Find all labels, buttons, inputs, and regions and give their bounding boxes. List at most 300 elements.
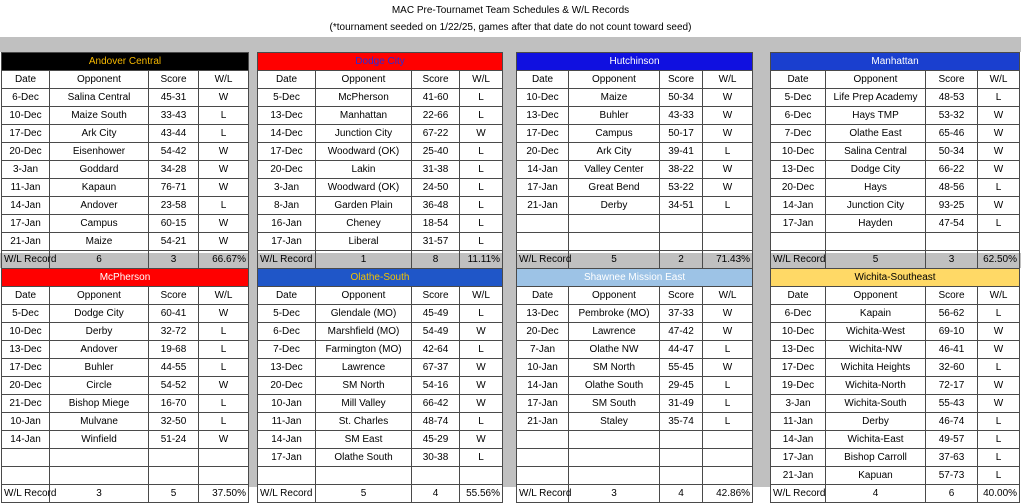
team-name: Hutchinson [517, 53, 753, 71]
game-score: 46-74 [926, 413, 978, 431]
game-result: L [460, 413, 503, 431]
column-gap-3 [752, 37, 770, 487]
opponent-header: Opponent [50, 287, 149, 305]
game-date: 20-Dec [2, 143, 50, 161]
game-opponent: Great Bend [569, 179, 660, 197]
game-result: W [199, 233, 249, 251]
game-date: 17-Jan [258, 233, 316, 251]
game-date: 20-Dec [517, 323, 569, 341]
game-opponent: Winfield [50, 431, 149, 449]
game-opponent: Hayden [826, 215, 926, 233]
game-score: 47-42 [660, 323, 703, 341]
date-header: Date [517, 287, 569, 305]
game-opponent: Bishop Carroll [826, 449, 926, 467]
game-row [2, 233, 249, 251]
record-label: W/L Record [2, 251, 50, 269]
game-date [517, 467, 569, 485]
game-date: 17-Dec [258, 143, 316, 161]
game-opponent: Staley [569, 413, 660, 431]
game-opponent: Olathe South [569, 377, 660, 395]
team-table-1 [257, 52, 502, 269]
game-date: 10-Jan [517, 359, 569, 377]
game-result: L [978, 359, 1020, 377]
game-score: 31-57 [412, 233, 460, 251]
game-score: 43-44 [149, 125, 199, 143]
game-result: W [978, 341, 1020, 359]
record-wins: 5 [569, 251, 660, 269]
game-row [258, 323, 503, 341]
game-score [660, 449, 703, 467]
game-result: W [978, 107, 1020, 125]
game-score: 32-72 [149, 323, 199, 341]
game-row [2, 413, 249, 431]
team-table-5 [257, 268, 502, 503]
record-label: W/L Record [771, 251, 826, 269]
game-score: 44-47 [660, 341, 703, 359]
game-date [517, 233, 569, 251]
game-result: L [460, 179, 503, 197]
opponent-header: Opponent [316, 287, 412, 305]
game-row [771, 395, 1020, 413]
game-result: W [703, 107, 753, 125]
game-result: L [978, 215, 1020, 233]
game-result [460, 467, 503, 485]
game-date: 20-Dec [2, 377, 50, 395]
game-opponent: Hays TMP [826, 107, 926, 125]
date-header: Date [258, 71, 316, 89]
game-date: 6-Dec [771, 107, 826, 125]
record-losses: 4 [412, 485, 460, 503]
game-date: 13-Dec [258, 359, 316, 377]
game-date: 17-Jan [517, 395, 569, 413]
team-table [1, 268, 249, 503]
game-result: W [460, 323, 503, 341]
wl-header: W/L [703, 287, 753, 305]
game-score: 54-21 [149, 233, 199, 251]
wl-header: W/L [199, 287, 249, 305]
game-date: 3-Jan [771, 395, 826, 413]
game-row [771, 305, 1020, 323]
game-opponent: Woodward (OK) [316, 143, 412, 161]
game-result: L [978, 179, 1020, 197]
record-pct: 11.11% [460, 251, 503, 269]
game-date: 11-Jan [771, 413, 826, 431]
game-opponent: Wichita-West [826, 323, 926, 341]
game-opponent: Lawrence [569, 323, 660, 341]
game-date: 20-Dec [258, 377, 316, 395]
game-result: W [199, 89, 249, 107]
game-result: W [703, 305, 753, 323]
game-result: L [460, 449, 503, 467]
game-result: L [460, 215, 503, 233]
game-result: L [460, 107, 503, 125]
record-label: W/L Record [2, 485, 50, 503]
game-opponent: Andover [50, 341, 149, 359]
game-score: 93-25 [926, 197, 978, 215]
game-result: W [199, 161, 249, 179]
game-date: 13-Dec [517, 107, 569, 125]
game-date: 13-Dec [258, 107, 316, 125]
game-result: L [460, 197, 503, 215]
game-result [703, 431, 753, 449]
game-opponent: Glendale (MO) [316, 305, 412, 323]
game-result: W [199, 431, 249, 449]
game-result: W [703, 161, 753, 179]
game-row [2, 305, 249, 323]
game-date: 10-Jan [258, 395, 316, 413]
game-result: L [703, 395, 753, 413]
team-table [516, 52, 753, 269]
date-header: Date [2, 287, 50, 305]
game-opponent: Andover [50, 197, 149, 215]
game-result: W [978, 125, 1020, 143]
record-row [771, 251, 1020, 269]
game-opponent: Circle [50, 377, 149, 395]
game-row [258, 305, 503, 323]
wl-header: W/L [460, 71, 503, 89]
game-opponent: Marshfield (MO) [316, 323, 412, 341]
game-score: 48-74 [412, 413, 460, 431]
game-opponent [569, 233, 660, 251]
game-date: 5-Dec [258, 89, 316, 107]
game-result [703, 215, 753, 233]
game-date: 17-Dec [2, 125, 50, 143]
game-date: 6-Dec [2, 89, 50, 107]
game-row [2, 467, 249, 485]
game-date: 10-Dec [517, 89, 569, 107]
game-date: 21-Jan [2, 233, 50, 251]
game-row [2, 161, 249, 179]
game-row [258, 377, 503, 395]
game-score: 32-60 [926, 359, 978, 377]
game-opponent: Bishop Miege [50, 395, 149, 413]
game-date [517, 215, 569, 233]
team-table-7 [770, 268, 1019, 503]
game-opponent: Kapain [826, 305, 926, 323]
game-score: 45-49 [412, 305, 460, 323]
team-table [770, 52, 1020, 269]
game-result [703, 449, 753, 467]
game-result: L [460, 341, 503, 359]
game-row [517, 467, 753, 485]
game-row [771, 449, 1020, 467]
game-result: L [199, 125, 249, 143]
game-opponent: Derby [569, 197, 660, 215]
date-header: Date [771, 71, 826, 89]
game-score: 24-50 [412, 179, 460, 197]
game-score [660, 467, 703, 485]
game-row [771, 467, 1020, 485]
wl-header: W/L [460, 287, 503, 305]
game-result: W [199, 143, 249, 161]
game-opponent: Ark City [50, 125, 149, 143]
game-opponent: Salina Central [50, 89, 149, 107]
game-score: 48-53 [926, 89, 978, 107]
game-opponent: Derby [826, 413, 926, 431]
game-opponent: SM East [316, 431, 412, 449]
record-row [258, 485, 503, 503]
game-date: 17-Jan [258, 449, 316, 467]
game-result: W [703, 125, 753, 143]
game-date: 14-Jan [2, 197, 50, 215]
game-result: W [703, 89, 753, 107]
game-row [517, 125, 753, 143]
game-score: 45-29 [412, 431, 460, 449]
game-result: L [460, 89, 503, 107]
date-header: Date [258, 287, 316, 305]
game-date: 21-Dec [2, 395, 50, 413]
game-score: 48-56 [926, 179, 978, 197]
game-result: W [703, 179, 753, 197]
game-row [2, 341, 249, 359]
game-score: 60-15 [149, 215, 199, 233]
date-header: Date [771, 287, 826, 305]
game-row [517, 161, 753, 179]
game-score [926, 233, 978, 251]
wl-header: W/L [199, 71, 249, 89]
game-result: L [978, 89, 1020, 107]
team-table-3 [770, 52, 1019, 269]
game-row [771, 179, 1020, 197]
game-score: 47-54 [926, 215, 978, 233]
game-date: 17-Dec [2, 359, 50, 377]
game-row [771, 359, 1020, 377]
opponent-header: Opponent [50, 71, 149, 89]
game-result: L [703, 377, 753, 395]
game-score: 54-16 [412, 377, 460, 395]
game-result: W [460, 395, 503, 413]
team-table-2 [516, 52, 752, 269]
game-date: 17-Jan [2, 215, 50, 233]
game-result: L [460, 161, 503, 179]
game-score: 30-38 [412, 449, 460, 467]
team-name: Olathe-South [258, 269, 503, 287]
game-date: 5-Dec [258, 305, 316, 323]
game-row [258, 125, 503, 143]
game-score: 54-52 [149, 377, 199, 395]
game-score: 56-62 [926, 305, 978, 323]
game-score [660, 431, 703, 449]
record-losses: 2 [660, 251, 703, 269]
game-result: L [978, 449, 1020, 467]
record-pct: 71.43% [703, 251, 753, 269]
game-result: L [978, 467, 1020, 485]
game-date: 10-Dec [2, 107, 50, 125]
game-score: 60-41 [149, 305, 199, 323]
game-row [258, 233, 503, 251]
game-date: 6-Dec [771, 305, 826, 323]
game-score: 33-43 [149, 107, 199, 125]
team-table [1, 52, 249, 269]
game-opponent: Maize [50, 233, 149, 251]
game-opponent: McPherson [316, 89, 412, 107]
game-row [2, 377, 249, 395]
record-row [2, 485, 249, 503]
record-pct: 55.56% [460, 485, 503, 503]
score-header: Score [149, 287, 199, 305]
team-table-6 [516, 268, 752, 503]
game-opponent: Garden Plain [316, 197, 412, 215]
game-row [517, 431, 753, 449]
game-opponent: Wichita-South [826, 395, 926, 413]
game-row [2, 431, 249, 449]
game-result: L [703, 197, 753, 215]
game-date: 7-Jan [517, 341, 569, 359]
record-losses: 5 [149, 485, 199, 503]
team-name: Andover Central [2, 53, 249, 71]
game-opponent: SM South [569, 395, 660, 413]
game-row [771, 323, 1020, 341]
game-result: W [978, 395, 1020, 413]
game-score: 42-64 [412, 341, 460, 359]
game-score: 50-17 [660, 125, 703, 143]
game-result: L [978, 413, 1020, 431]
game-date: 10-Jan [2, 413, 50, 431]
team-table [770, 268, 1020, 503]
game-score: 29-45 [660, 377, 703, 395]
game-result [199, 449, 249, 467]
game-row [517, 377, 753, 395]
game-score: 69-10 [926, 323, 978, 341]
game-score: 31-38 [412, 161, 460, 179]
game-date: 17-Dec [517, 125, 569, 143]
game-score: 53-22 [660, 179, 703, 197]
opponent-header: Opponent [569, 287, 660, 305]
game-opponent: Farmington (MO) [316, 341, 412, 359]
game-row [771, 413, 1020, 431]
team-table [257, 268, 503, 503]
game-date: 8-Jan [258, 197, 316, 215]
game-date: 14-Jan [258, 431, 316, 449]
game-opponent: Campus [569, 125, 660, 143]
game-score: 46-41 [926, 341, 978, 359]
game-score: 66-22 [926, 161, 978, 179]
game-score: 50-34 [926, 143, 978, 161]
game-date: 3-Jan [258, 179, 316, 197]
game-row [258, 341, 503, 359]
game-opponent: Valley Center [569, 161, 660, 179]
game-result: W [460, 359, 503, 377]
game-row [258, 107, 503, 125]
score-header: Score [660, 287, 703, 305]
game-row [2, 197, 249, 215]
game-date: 14-Jan [2, 431, 50, 449]
game-score: 45-31 [149, 89, 199, 107]
game-opponent: Mulvane [50, 413, 149, 431]
game-opponent [569, 467, 660, 485]
game-opponent: Buhler [569, 107, 660, 125]
game-opponent: Maize [569, 89, 660, 107]
record-row [2, 251, 249, 269]
game-date: 19-Dec [771, 377, 826, 395]
game-row [517, 107, 753, 125]
game-row [771, 125, 1020, 143]
game-result [703, 467, 753, 485]
record-row [517, 485, 753, 503]
opponent-header: Opponent [826, 71, 926, 89]
game-score: 38-22 [660, 161, 703, 179]
record-label: W/L Record [517, 251, 569, 269]
record-label: W/L Record [258, 251, 316, 269]
game-score: 55-45 [660, 359, 703, 377]
game-row [2, 359, 249, 377]
date-header: Date [517, 71, 569, 89]
game-score: 23-58 [149, 197, 199, 215]
game-result: L [199, 359, 249, 377]
record-pct: 62.50% [978, 251, 1020, 269]
opponent-header: Opponent [569, 71, 660, 89]
game-score: 34-51 [660, 197, 703, 215]
game-date: 14-Jan [517, 161, 569, 179]
game-opponent: Kapuan [826, 467, 926, 485]
record-losses: 8 [412, 251, 460, 269]
game-opponent: Eisenhower [50, 143, 149, 161]
game-result: L [199, 413, 249, 431]
game-score [660, 215, 703, 233]
game-opponent: Woodward (OK) [316, 179, 412, 197]
record-wins: 3 [569, 485, 660, 503]
team-table [257, 52, 503, 269]
game-date: 17-Jan [771, 215, 826, 233]
game-date: 17-Jan [517, 179, 569, 197]
game-result: W [199, 215, 249, 233]
game-row [771, 107, 1020, 125]
game-row [517, 215, 753, 233]
game-row [258, 359, 503, 377]
game-result: W [978, 143, 1020, 161]
game-date: 20-Dec [258, 161, 316, 179]
team-table-0 [1, 52, 248, 269]
game-row [771, 143, 1020, 161]
game-opponent: Kapaun [50, 179, 149, 197]
game-result: L [460, 233, 503, 251]
game-date: 13-Dec [771, 161, 826, 179]
record-losses: 4 [660, 485, 703, 503]
game-opponent [316, 467, 412, 485]
game-score: 54-42 [149, 143, 199, 161]
record-pct: 66.67% [199, 251, 249, 269]
game-result: L [199, 107, 249, 125]
game-result: L [703, 341, 753, 359]
game-date: 17-Jan [771, 449, 826, 467]
game-opponent: Lakin [316, 161, 412, 179]
column-gap-1 [248, 37, 257, 487]
game-row [771, 377, 1020, 395]
game-row [517, 359, 753, 377]
game-date [2, 449, 50, 467]
game-row [517, 323, 753, 341]
record-label: W/L Record [517, 485, 569, 503]
game-result: W [978, 377, 1020, 395]
game-opponent: Wichita-North [826, 377, 926, 395]
game-score: 41-60 [412, 89, 460, 107]
game-row [258, 161, 503, 179]
game-date [258, 467, 316, 485]
game-row [2, 107, 249, 125]
game-score: 43-33 [660, 107, 703, 125]
wl-header: W/L [978, 71, 1020, 89]
game-result: W [703, 359, 753, 377]
game-score: 54-49 [412, 323, 460, 341]
team-name: Shawnee Mission East [517, 269, 753, 287]
game-score [149, 467, 199, 485]
game-row [258, 449, 503, 467]
game-score: 44-55 [149, 359, 199, 377]
game-date: 14-Dec [258, 125, 316, 143]
game-opponent [826, 233, 926, 251]
game-result: W [703, 323, 753, 341]
game-result: L [703, 143, 753, 161]
